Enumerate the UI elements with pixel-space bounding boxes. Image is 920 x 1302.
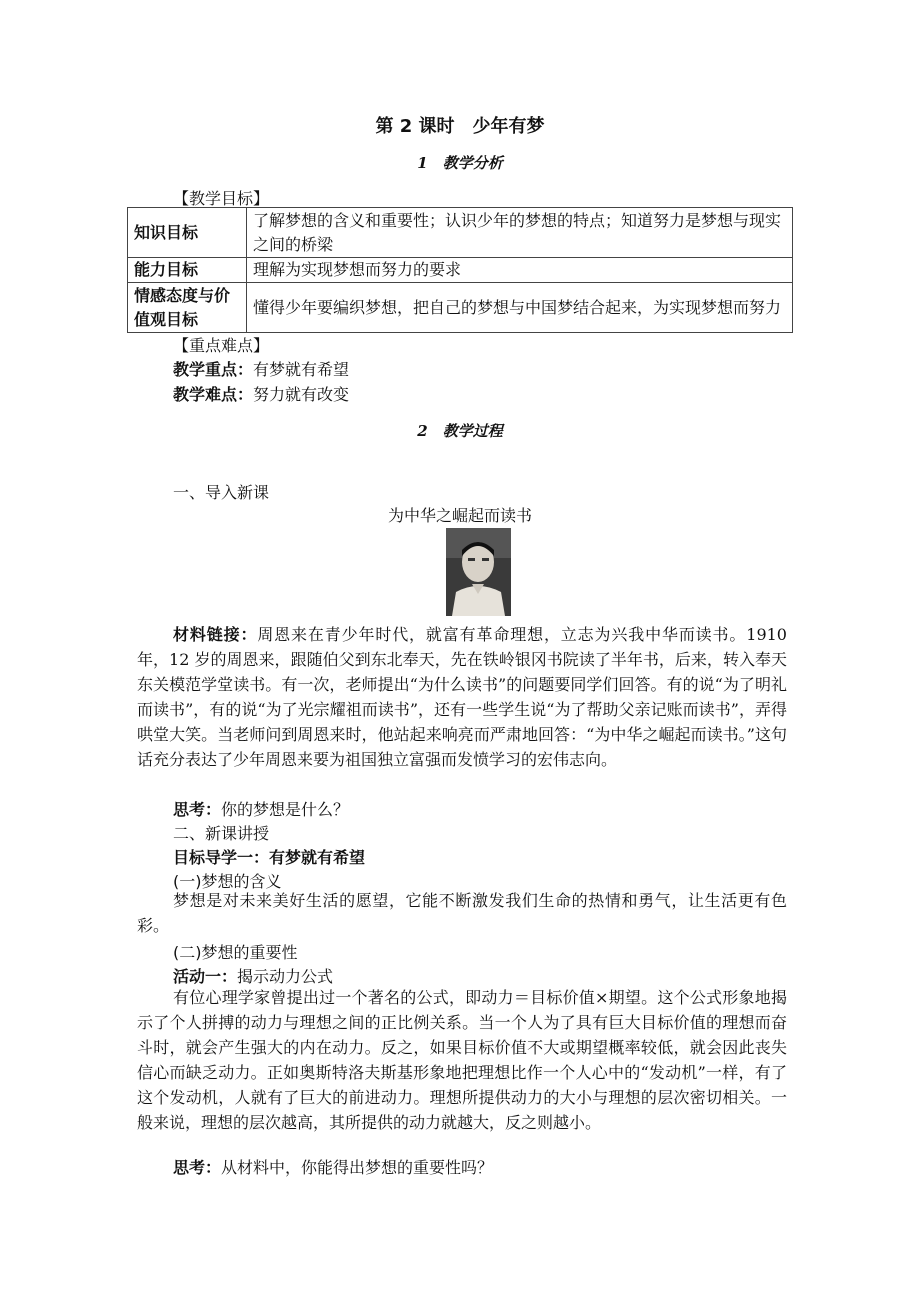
objective-label: 情感态度与价值观目标 [128, 283, 247, 333]
activity1-text: 揭示动力公式 [237, 967, 334, 986]
sub2-heading: (二)梦想的重要性 [173, 943, 298, 962]
objective-text: 了解梦想的含义和重要性；认识少年的梦想的特点；知道努力是梦想与现实之间的桥梁 [247, 208, 793, 258]
think2-line [173, 1155, 493, 1178]
think1-line [173, 797, 349, 820]
sub1-heading: (一)梦想的含义 [173, 872, 282, 891]
intro-heading: 一、导入新课 [173, 483, 270, 502]
objective-label: 能力目标 [128, 258, 247, 283]
objective-label: 知识目标 [128, 208, 247, 258]
material-text: 周恩来在青少年时代，就富有革命理想，立志为兴我中华而读书。1910 年，12 岁的周恩来，跟随伯父到东北奉天，先在铁岭银冈书院读了半年书，后来，转入奉天东关模范学堂读书。有一次，老师提出“为什么读书”的问题要同学们回答。有的说“为了明礼而读书”，有的说“为了光宗耀祖而读书”，还有一些学生说“为了帮助父亲记账而读书”，弄得哄堂大笑。当老师问到周恩来时，他站起来响亮而严肃地回答：“为中华之崛起而读书。”这句话充分表达了少年周恩来要为祖国独立富强而发愤学习的宏伟志向。 [137, 625, 787, 769]
objective-text: 懂得少年要编织梦想，把自己的梦想与中国梦结合起来，为实现梦想而努力 [247, 283, 793, 333]
think1-label: 思考： [173, 800, 222, 819]
goal1-heading: 目标导学一：有梦就有希望 [173, 848, 366, 867]
table-row [128, 283, 793, 333]
new-lesson-heading: 二、新课讲授 [173, 824, 270, 843]
activity1-label: 活动一： [173, 967, 238, 986]
formula-paragraph: 有位心理学家曾提出过一个著名的公式，即动力＝目标价值×期望。这个公式形象地揭示了个人拼搏的动力与理想之间的正比例关系。当一个人为了具有巨大目标价值的理想而奋斗时，就会产生强大的内在动力。反之，如果目标价值不大或期望概率较低，就会因此丧失信心而缺乏动力。正如奥斯特洛夫斯基形象地把理想比作一个人心中的“发动机”一样，有了这个发动机，人就有了巨大的前进动力。理想所提供动力的大小与理想的层次密切相关。一般来说，理想的层次越高，其所提供的动力就越大，反之则越小。 [137, 988, 787, 1132]
section-heading-analysis: 1 教学分析 [417, 154, 503, 172]
key-point-label: 教学重点： [173, 360, 254, 379]
table-row [128, 258, 793, 283]
think2-text: 从材料中，你能得出梦想的重要性吗？ [221, 1158, 494, 1177]
page-title: 第 2 课时 少年有梦 [375, 116, 545, 137]
think1-text: 你的梦想是什么？ [221, 800, 350, 819]
difficulty-line [173, 382, 349, 405]
objectives-heading: 【教学目标】 [173, 189, 270, 208]
objectives-table [127, 207, 793, 333]
material-paragraph [137, 622, 787, 772]
think2-label: 思考： [173, 1158, 222, 1177]
activity1-line [173, 964, 333, 987]
keypoints-heading: 【重点难点】 [173, 336, 270, 355]
key-point-text: 有梦就有希望 [253, 360, 350, 379]
section-heading-process: 2 教学过程 [417, 422, 503, 440]
key-point-line [173, 357, 349, 380]
difficulty-text: 努力就有改变 [253, 385, 350, 404]
material-label: 材料链接： [173, 625, 258, 644]
story-title: 为中华之崛起而读书 [387, 506, 532, 525]
table-row [128, 208, 793, 258]
sub1-paragraph: 梦想是对未来美好生活的愿望，它能不断激发我们生命的热情和勇气，让生活更有色彩。 [137, 891, 787, 935]
objective-text: 理解为实现梦想而努力的要求 [247, 258, 793, 283]
portrait-photo [446, 528, 511, 616]
difficulty-label: 教学难点： [173, 385, 254, 404]
